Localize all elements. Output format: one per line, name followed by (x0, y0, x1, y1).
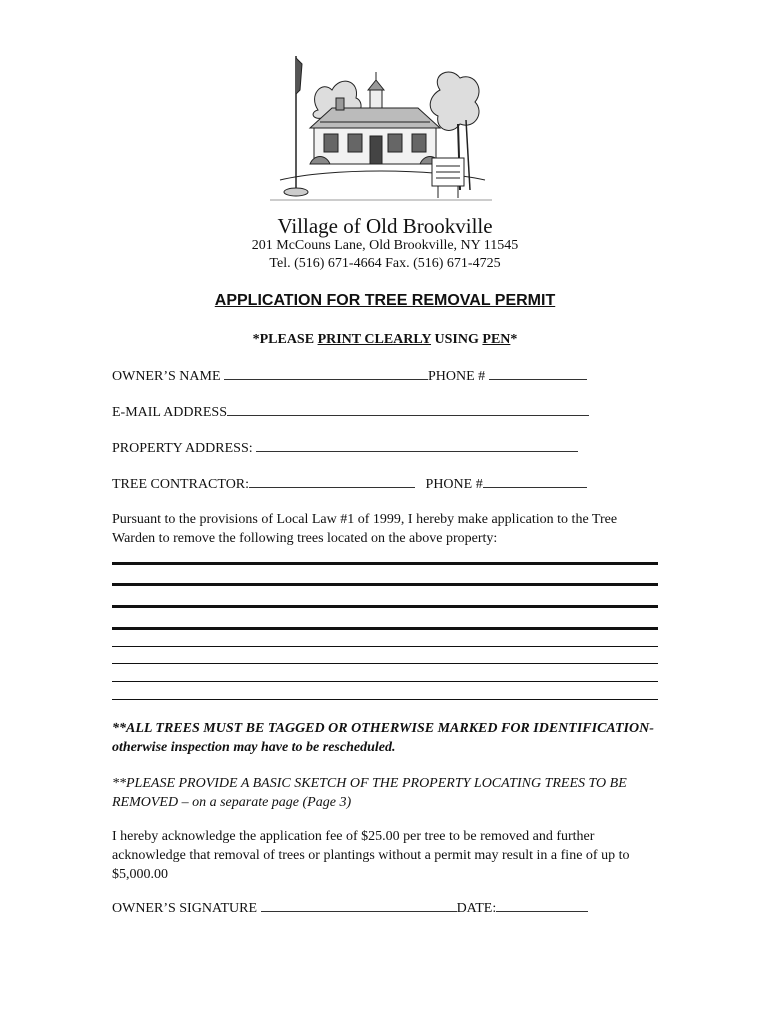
tree-list-line[interactable] (112, 583, 658, 586)
tree-list-line[interactable] (112, 681, 658, 682)
instruction-prefix: *PLEASE (252, 332, 318, 347)
email-label: E-MAIL ADDRESS (112, 405, 227, 420)
contractor-row (112, 475, 587, 493)
property-address-label: PROPERTY ADDRESS: (112, 441, 253, 456)
tag-note-main: **ALL TREES MUST BE TAGGED OR OTHERWISE MARKED FOR IDENTIFICATION (112, 721, 650, 736)
sketch-note: **PLEASE PROVIDE A BASIC SKETCH OF THE PROPERTY LOCATING TREES TO BE REMOVED – on a separate page (Page 3) (112, 776, 627, 810)
pursuant-statement: Pursuant to the provisions of Local Law #1 of 1999, I hereby make application to the Tree Warden to remove the following trees located on the above property: (112, 512, 618, 546)
contractor-phone-label: PHONE # (425, 477, 483, 492)
instruction-emphasis-pen: PEN (482, 332, 511, 347)
owner-phone-field[interactable] (489, 367, 587, 380)
owner-name-field[interactable] (224, 367, 428, 380)
tag-note-rest: -otherwise inspection may have to be rescheduled. (112, 721, 654, 755)
tree-list-line[interactable] (112, 562, 658, 565)
tree-list-line[interactable] (112, 627, 658, 630)
signature-row (112, 899, 588, 917)
tree-list-line[interactable] (112, 605, 658, 608)
property-address-field[interactable] (256, 439, 578, 452)
contractor-phone-field[interactable] (483, 475, 587, 488)
village-name: Village of Old Brookville (277, 214, 493, 238)
owner-row (112, 367, 587, 385)
print-instruction (0, 332, 770, 348)
contractor-label: TREE CONTRACTOR: (112, 477, 250, 492)
village-hall-sketch-icon (270, 50, 492, 212)
instruction-middle: USING (431, 332, 483, 347)
contractor-field[interactable] (249, 475, 415, 488)
date-label: DATE: (456, 901, 497, 916)
form-title: APPLICATION FOR TREE REMOVAL PERMIT (214, 292, 556, 309)
instruction-emphasis-print: PRINT CLEARLY (317, 332, 432, 347)
owner-phone-label: PHONE # (428, 369, 486, 384)
tag-trees-note (112, 719, 672, 757)
email-field[interactable] (227, 403, 589, 416)
signature-field[interactable] (261, 899, 457, 912)
owner-name-label: OWNER’S NAME (112, 369, 221, 384)
tree-list-line[interactable] (112, 699, 658, 700)
property-address-row (112, 439, 578, 457)
tree-list-line[interactable] (112, 663, 658, 664)
tree-list-line[interactable] (112, 646, 658, 647)
email-row (112, 403, 589, 421)
instruction-suffix: * (510, 332, 518, 347)
date-field[interactable] (496, 899, 588, 912)
village-contact: Tel. (516) 671-4664 Fax. (516) 671-4725 (269, 256, 501, 271)
fee-acknowledgement: I hereby acknowledge the application fee of $25.00 per tree to be removed and further acknowledge that removal of trees or plantings without a permit may result in a fine of up to $5,000.00 (112, 829, 630, 882)
signature-label-text: OWNER’S SIGNATURE (112, 901, 258, 916)
village-address: 201 McCouns Lane, Old Brookville, NY 11545 (251, 238, 519, 253)
